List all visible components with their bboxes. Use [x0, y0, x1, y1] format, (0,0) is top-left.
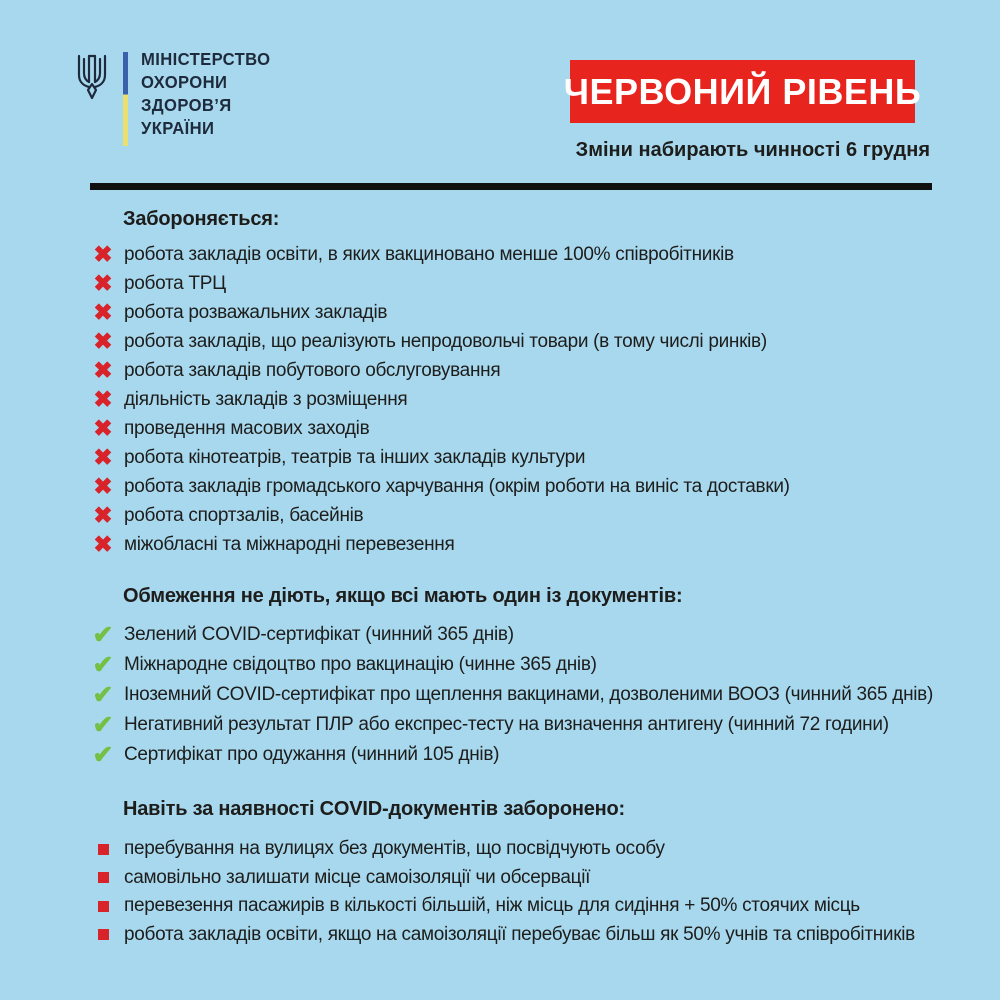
section-heading: Навіть за наявності COVID-документів заборонено: — [123, 798, 626, 820]
section — [90, 208, 970, 559]
prohibited-x-icon: ✖ — [93, 531, 113, 557]
list-item-text: Іноземний COVID-сертифікат про щеплення вакцинами, дозволеними ВООЗ (чинний 365 днів) — [124, 684, 934, 705]
list-item-text: перебування на вулицях без документів, що посвідчують особу — [124, 838, 665, 860]
check-icon: ✔ — [92, 680, 114, 709]
ministry-name-line: УКРАЇНИ — [141, 118, 215, 139]
list-item — [90, 501, 970, 530]
list-item — [90, 298, 970, 327]
list-item-text: самовільно залишати місце самоізоляції чи обсервації — [124, 866, 591, 888]
trident-icon — [72, 52, 112, 102]
divider — [90, 183, 932, 190]
prohibited-x-icon: ✖ — [93, 241, 113, 267]
square-bullet-icon — [90, 844, 116, 855]
list-item — [90, 650, 970, 680]
prohibited-x-icon: ✖ — [93, 328, 113, 354]
list-item — [90, 327, 970, 356]
list-item-text: робота спортзалів, басейнів — [124, 504, 364, 526]
check-icon: ✔ — [92, 620, 114, 649]
list-item-text: робота закладів громадського харчування (окрім роботи на виніс та доставки) — [124, 475, 790, 497]
list-item-text: проведення масових заходів — [124, 417, 370, 439]
list-item — [90, 680, 970, 710]
list-item-text: міжобласні та міжнародні перевезення — [124, 533, 455, 555]
check-icon: ✔ — [92, 710, 114, 739]
list-item-text: перевезення пасажирів в кількості більшій, ніж місць для сидіння + 50% стоячих місць — [124, 895, 860, 917]
list-item — [90, 385, 970, 414]
ministry-name-line: ОХОРОНИ — [141, 72, 228, 93]
list-item-text: робота закладів побутового обслуговування — [124, 359, 501, 381]
square-bullet-icon — [90, 872, 116, 883]
list-item-text: Міжнародне свідоцтво про вакцинацію (чинне 365 днів) — [124, 654, 597, 675]
ministry-name-line: ЗДОРОВ’Я — [141, 95, 232, 116]
prohibited-x-icon: ✖ — [93, 270, 113, 296]
list-item — [90, 835, 970, 864]
list-item — [90, 443, 970, 472]
flag-bar — [123, 52, 128, 146]
section — [90, 798, 970, 949]
list-item-text: робота кінотеатрів, театрів та інших закладів культури — [124, 446, 586, 468]
list-item-text: робота ТРЦ — [124, 272, 226, 294]
list-item-text: діяльність закладів з розміщення — [124, 388, 408, 410]
check-icon: ✔ — [92, 740, 114, 769]
square-bullet-icon — [90, 929, 116, 940]
prohibited-x-icon: ✖ — [93, 357, 113, 383]
ministry-name — [141, 48, 270, 140]
list-item — [90, 269, 970, 298]
section — [90, 585, 970, 770]
check-icon: ✔ — [92, 650, 114, 679]
list-item-text: Сертифікат про одужання (чинний 105 днів) — [124, 744, 500, 765]
list-item-text: робота розважальних закладів — [124, 301, 388, 323]
list-item — [90, 921, 970, 950]
list-item — [90, 864, 970, 893]
ministry-logo — [72, 48, 277, 146]
list-item-text: Зелений COVID-сертифікат (чинний 365 днів) — [124, 624, 514, 645]
list-item-text: робота закладів освіти, в яких вакциновано менше 100% співробітників — [124, 243, 734, 265]
list-item-text: робота закладів освіти, якщо на самоізоляції перебуває більш як 50% учнів та співробітників — [124, 923, 915, 945]
prohibited-x-icon: ✖ — [93, 386, 113, 412]
list-item-text: Негативний результат ПЛР або експрес-тесту на визначення антигену (чинний 72 години) — [124, 714, 889, 735]
list-item — [90, 240, 970, 269]
list-item — [90, 620, 970, 650]
section-heading: Обмеження не діють, якщо всі мають один із документів: — [123, 585, 683, 607]
list-item — [90, 710, 970, 740]
list-item — [90, 740, 970, 770]
prohibited-x-icon: ✖ — [93, 444, 113, 470]
square-bullet-icon — [90, 901, 116, 912]
list-item-text: робота закладів, що реалізують непродовольчі товари (в тому числі ринків) — [124, 330, 767, 352]
section-heading: Забороняється: — [123, 208, 280, 230]
list-item — [90, 414, 970, 443]
prohibited-x-icon: ✖ — [93, 299, 113, 325]
list-item — [90, 892, 970, 921]
list-item — [90, 472, 970, 501]
list-item — [90, 530, 970, 559]
prohibited-x-icon: ✖ — [93, 415, 113, 441]
ministry-name-line: МІНІСТЕРСТВО — [141, 49, 271, 69]
alert-level-banner: ЧЕРВОНИЙ РІВЕНЬ — [570, 60, 915, 123]
list-item — [90, 356, 970, 385]
prohibited-x-icon: ✖ — [93, 473, 113, 499]
prohibited-x-icon: ✖ — [93, 502, 113, 528]
effective-date-note: Зміни набирають чинності 6 грудня — [575, 139, 930, 161]
sections — [90, 196, 970, 949]
